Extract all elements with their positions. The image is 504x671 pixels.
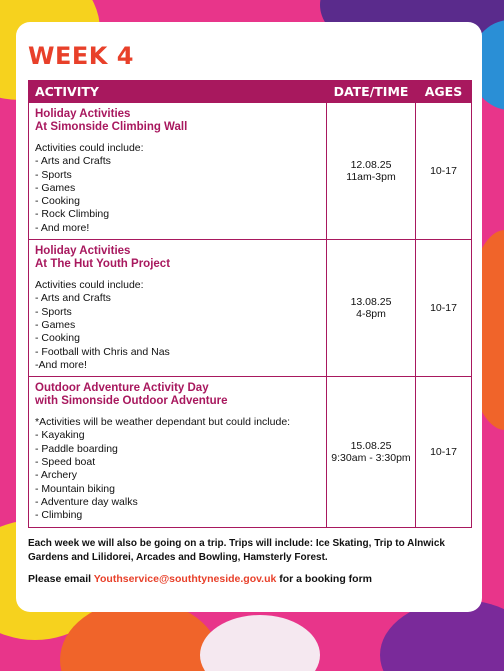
header-activity: ACTIVITY	[29, 81, 327, 103]
activity-cell	[29, 103, 327, 240]
table-row	[29, 240, 472, 377]
activity-title: Outdoor Adventure Activity Day with Simonside Outdoor Adventure	[35, 382, 228, 408]
datetime-cell	[327, 103, 416, 240]
time: 4-8pm	[356, 308, 386, 321]
trip-info: Each week we will also be going on a trip. Trips will include: Ice Skating, Trip to Alnwick Gardens and Lilidorei, Arcades and Bowling, Hamsterly Forest.	[28, 538, 445, 563]
table-header-row	[29, 81, 472, 103]
activity-cell	[29, 240, 327, 377]
time: 11am-3pm	[346, 171, 396, 184]
time: 9:30am - 3:30pm	[331, 451, 411, 464]
schedule-table	[28, 80, 472, 528]
header-ages: AGES	[416, 81, 472, 103]
table-row	[29, 103, 472, 240]
email-link[interactable]: Youthservice@southtyneside.gov.uk	[93, 573, 277, 585]
date: 12.08.25	[350, 159, 392, 172]
date: 13.08.25	[350, 296, 392, 309]
bg-shape-white	[200, 615, 320, 671]
datetime-cell	[327, 240, 416, 377]
ages-cell: 10-17	[416, 377, 472, 527]
activity-list: Activities could include: - Arts and Crafts - Sports - Games - Cooking - Rock Climbing - And more!	[35, 142, 144, 234]
page-title: WEEK 4	[28, 42, 134, 70]
table-row	[29, 377, 472, 527]
ages-cell: 10-17	[416, 240, 472, 377]
header-datetime: DATE/TIME	[327, 81, 416, 103]
ages-cell: 10-17	[416, 103, 472, 240]
activity-title: Holiday Activities At The Hut Youth Project	[35, 245, 171, 271]
activity-cell	[29, 377, 327, 527]
date: 15.08.25	[350, 439, 392, 452]
activity-list: Activities could include: - Arts and Crafts - Sports - Games - Cooking - Football with Chris and Nas -And more!	[35, 279, 170, 371]
activity-list: *Activities will be weather dependant but could include: - Kayaking - Paddle boarding - Speed boat - Archery - Mountain biking - Adventure day walks - Climbing	[35, 416, 291, 522]
activity-title: Holiday Activities At Simonside Climbing Wall	[35, 108, 188, 133]
datetime-cell	[327, 377, 416, 527]
booking-info: Please email Youthservice@southtyneside.gov.uk for a booking form	[28, 573, 373, 585]
